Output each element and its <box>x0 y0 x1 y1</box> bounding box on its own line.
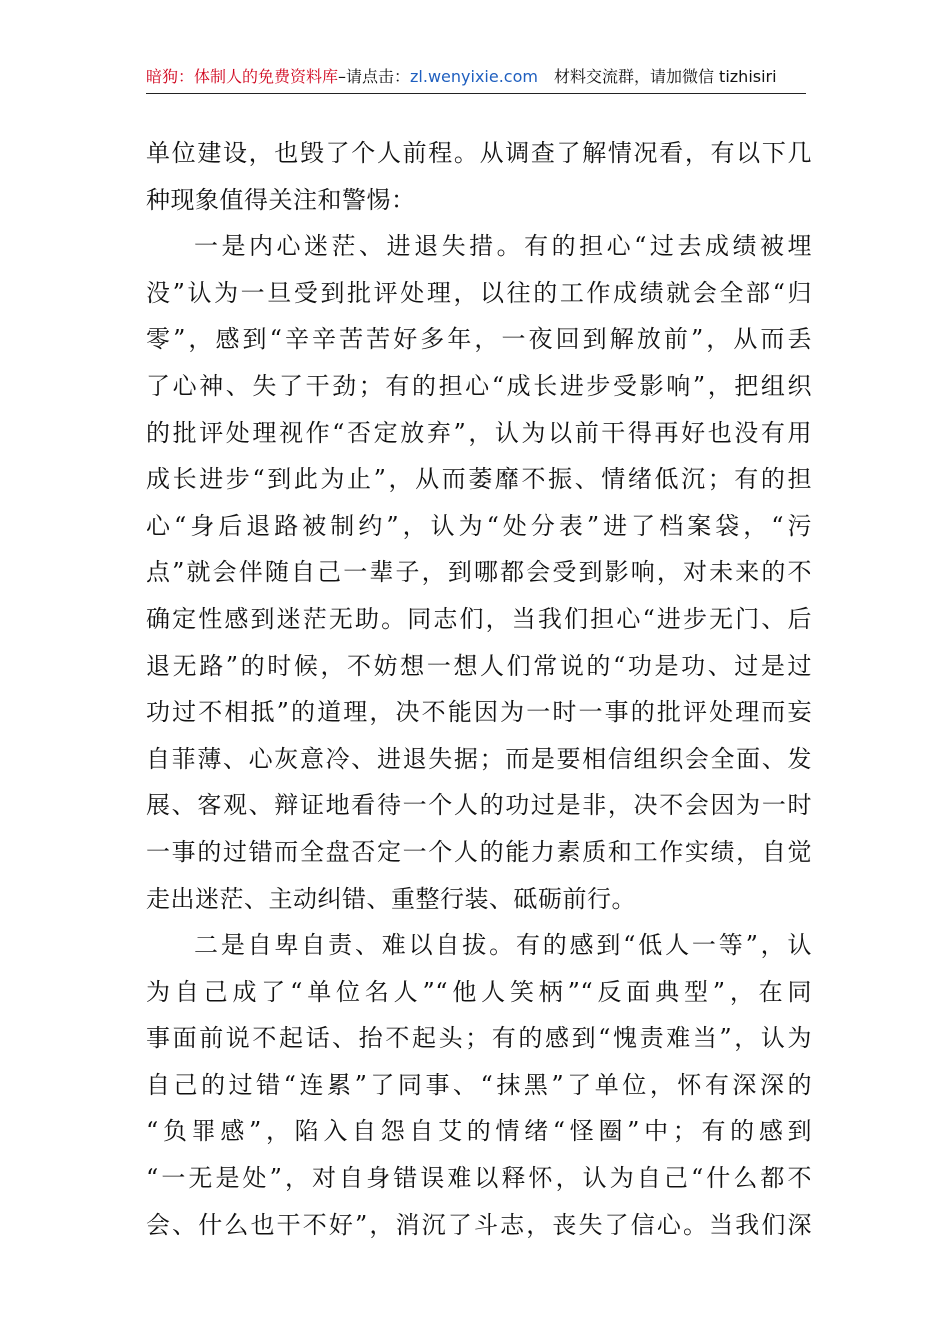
text-line: 展、客观、辩证地看待一个人的功过是非，决不会因为一时 <box>146 791 812 820</box>
text-line: 点”就会伴随自己一辈子，到哪都会受到影响，对未来的不 <box>146 558 812 587</box>
header-contact: 材料交流群，请加微信 tizhisiri <box>553 67 777 86</box>
text-line: 的批评处理视作“否定放弃”，认为以前干得再好也没有用 <box>146 418 812 447</box>
text-line: 为自己成了“单位名人”“他人笑柄”“反面典型”，在同 <box>146 977 812 1006</box>
text-line: “一无是处”，对自身错误难以释怀，认为自己“什么都不 <box>146 1164 812 1193</box>
text-line: 事面前说不起话、抬不起头；有的感到“愧责难当”，认为 <box>146 1024 812 1053</box>
header-divider <box>146 93 806 94</box>
document-body <box>146 130 812 1248</box>
text-line: 会、什么也干不好”，消沉了斗志，丧失了信心。当我们深 <box>146 1210 812 1239</box>
text-line: 功过不相抵”的道理，决不能因为一时一事的批评处理而妄 <box>146 698 812 727</box>
text-line: 退无路”的时候，不妨想一想人们常说的“功是功、过是过 <box>146 651 812 680</box>
text-line: 零”，感到“辛辛苦苦好多年，一夜回到解放前”，从而丢 <box>146 325 812 354</box>
text-line: 了心神、失了干劲；有的担心“成长进步受影响”，把组织 <box>146 371 812 400</box>
header-brand: 暗狗：体制人的免费资料库 <box>146 67 339 86</box>
text-line: 自菲薄、心灰意冷、进退失据；而是要相信组织会全面、发 <box>146 744 812 773</box>
text-line: 心“身后退路被制约”，认为“处分表”进了档案袋，“污 <box>146 511 812 540</box>
header-url-link[interactable]: zl.wenyixie.com <box>410 67 538 86</box>
text-line: 一事的过错而全盘否定一个人的能力素质和工作实绩，自觉 <box>146 837 812 866</box>
text-line: 成长进步“到此为止”，从而萎靡不振、情绪低沉；有的担 <box>146 465 812 494</box>
text-line: 确定性感到迷茫无助。同志们，当我们担心“进步无门、后 <box>146 604 812 633</box>
header-click-prompt: –请点击： <box>338 67 411 86</box>
text-line: 种现象值得关注和警惕： <box>146 185 416 214</box>
text-line: “负罪感”，陷入自怨自艾的情绪“怪圈”中；有的感到 <box>146 1117 812 1146</box>
text-line: 单位建设，也毁了个人前程。从调查了解情况看，有以下几 <box>146 139 812 167</box>
text-line: 走出迷茫、主动纠错、重整行装、砥砺前行。 <box>146 884 636 913</box>
paragraph-start-line: 一是内心迷茫、进退失措。有的担心“过去成绩被埋 <box>194 232 812 261</box>
page-header <box>146 62 806 92</box>
text-line: 自己的过错“连累”了同事、“抹黑”了单位，怀有深深的 <box>146 1070 812 1099</box>
paragraph-start-line: 二是自卑自责、难以自拔。有的感到“低人一等”，认 <box>194 931 812 960</box>
text-line: 没”认为一旦受到批评处理，以往的工作成绩就会全部“归 <box>146 278 812 307</box>
